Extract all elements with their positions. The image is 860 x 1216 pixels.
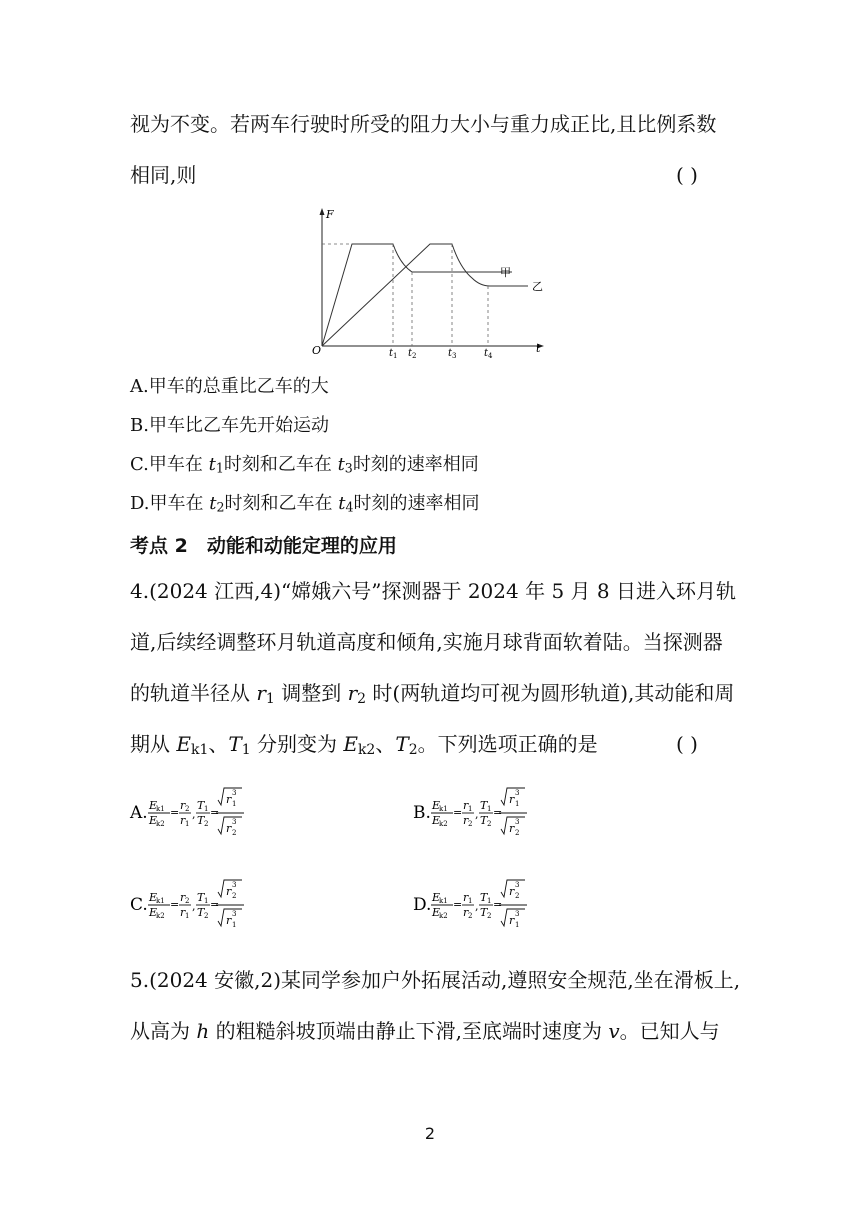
equals-sign: = (210, 898, 220, 911)
root-numerator-sub: 2 (515, 892, 520, 900)
ek-numerator: E (432, 891, 441, 904)
r-numerator: r (180, 891, 186, 904)
ek-numerator-sub: k1 (439, 897, 448, 905)
t-numerator-sub: 1 (487, 805, 492, 813)
r-numerator-sub: 1 (468, 897, 473, 905)
tick-t1: $t_1$ (389, 348, 398, 360)
t-numerator-sub: 1 (204, 805, 209, 813)
ek-denominator-sub: k2 (156, 912, 165, 920)
root-denominator-exp: 3 (232, 818, 237, 826)
section-heading: 考点 2 动能和动能定理的应用 (130, 535, 397, 557)
equals-sign: = (493, 898, 503, 911)
r-denominator: r (180, 814, 186, 827)
comma: , (192, 900, 196, 913)
t-denominator: T (480, 814, 488, 827)
t-denominator-sub: 2 (204, 912, 209, 920)
root-denominator-sub: 1 (515, 921, 520, 929)
series-yi-label: 乙 (532, 280, 543, 293)
root-denominator: r (509, 822, 515, 835)
t-numerator-sub: 1 (487, 897, 492, 905)
root-numerator-exp: 3 (515, 881, 520, 889)
x-axis-label: t (536, 342, 541, 355)
t-denominator: T (197, 814, 205, 827)
root-denominator-sub: 2 (515, 829, 520, 837)
ek-denominator: E (432, 906, 441, 919)
root-numerator-sub: 1 (515, 800, 520, 808)
root-numerator: r (509, 793, 515, 806)
q4-text-line-1: 4.(2024 江西,4)“嫦娥六号”探测器于 2024 年 5 月 8 日进入环月轨 (130, 579, 736, 603)
root-numerator: r (226, 793, 232, 806)
q5-text-line-1: 5.(2024 安徽,2)某同学参加户外拓展活动,遵照安全规范,坐在滑板上, (130, 968, 741, 992)
r-numerator-sub: 2 (185, 897, 190, 905)
t-denominator-sub: 2 (487, 820, 492, 828)
r-denominator: r (180, 906, 186, 919)
equals-sign: = (493, 806, 503, 819)
root-numerator-exp: 3 (515, 789, 520, 797)
root-numerator-sub: 2 (232, 892, 237, 900)
q3-text-line-1: 视为不变。若两车行驶时所受的阻力大小与重力成正比,且比例系数 (130, 112, 717, 136)
r-numerator-sub: 2 (185, 805, 190, 813)
option-label: A. (130, 803, 148, 823)
q3-option-b[interactable]: B.甲车比乙车先开始运动 (130, 415, 329, 436)
q4-option-d[interactable] (413, 868, 563, 938)
t-denominator-sub: 2 (487, 912, 492, 920)
t-numerator: T (480, 891, 488, 904)
r-numerator: r (463, 891, 469, 904)
series-jia-label: 甲 (500, 266, 511, 279)
r-denominator: r (463, 906, 469, 919)
ek-denominator: E (432, 814, 441, 827)
t-denominator-sub: 2 (204, 820, 209, 828)
root-denominator-sub: 1 (232, 921, 237, 929)
q4-option-a[interactable] (130, 776, 280, 846)
comma: , (475, 808, 479, 821)
tick-t3: $t_3$ (448, 348, 457, 360)
root-numerator: r (226, 885, 232, 898)
series-yi-curve (322, 244, 528, 346)
ek-denominator-sub: k2 (439, 912, 448, 920)
r-denominator-sub: 1 (185, 912, 190, 920)
comma: , (475, 900, 479, 913)
r-denominator-sub: 2 (468, 820, 473, 828)
t-numerator: T (197, 891, 205, 904)
q4-text-line-4: 期从 Ek1、T1 分别变为 Ek2、T2。下列选项正确的是 (130, 732, 598, 758)
tick-t2: $t_2$ (408, 348, 417, 360)
t-denominator: T (197, 906, 205, 919)
y-axis-arrow (320, 208, 325, 215)
root-numerator-exp: 3 (232, 881, 237, 889)
y-axis-label: F (326, 208, 334, 221)
ek-denominator: E (149, 814, 158, 827)
tick-t4: $t_4$ (484, 348, 493, 360)
series-jia-curve (322, 244, 512, 346)
ek-numerator-sub: k1 (439, 805, 448, 813)
page-number: 2 (424, 1124, 436, 1143)
option-label: C. (130, 895, 148, 915)
force-time-graph (300, 200, 560, 360)
comma: , (192, 808, 196, 821)
option-label: D. (413, 895, 432, 915)
ek-numerator: E (149, 891, 158, 904)
r-denominator-sub: 1 (185, 820, 190, 828)
q4-text-line-2: 道,后续经调整环月轨道高度和倾角,实施月球背面软着陆。当探测器 (130, 630, 723, 654)
ek-denominator-sub: k2 (439, 820, 448, 828)
t-numerator: T (197, 799, 205, 812)
q3-option-c[interactable]: C.甲车在 $t_1$时刻和乙车在 $t_3$时刻的速率相同 (130, 454, 479, 476)
root-numerator-sub: 1 (232, 800, 237, 808)
q3-option-d[interactable]: D.甲车在 $t_2$时刻和乙车在 $t_4$时刻的速率相同 (130, 493, 480, 515)
root-denominator: r (509, 914, 515, 927)
t-numerator: T (480, 799, 488, 812)
origin-label: O (312, 344, 322, 357)
ek-numerator-sub: k1 (156, 805, 165, 813)
root-numerator-exp: 3 (232, 789, 237, 797)
root-numerator: r (509, 885, 515, 898)
t-numerator-sub: 1 (204, 897, 209, 905)
root-denominator: r (226, 914, 232, 927)
q3-answer-bracket: ( ) (676, 163, 698, 187)
ek-numerator: E (149, 799, 158, 812)
q4-text-line-3: 的轨道半径从 r1 调整到 r2 时(两轨道均可视为圆形轨道),其动能和周 (130, 681, 735, 707)
q4-option-c[interactable] (130, 868, 280, 938)
r-denominator: r (463, 814, 469, 827)
option-label: B. (413, 803, 431, 823)
root-denominator-exp: 3 (232, 910, 237, 918)
q5-text-line-2: 从高为 h 的粗糙斜坡顶端由静止下滑,至底端时速度为 v。已知人与 (130, 1019, 720, 1043)
equals-sign: = (453, 806, 463, 819)
r-numerator-sub: 1 (468, 805, 473, 813)
root-denominator-sub: 2 (232, 829, 237, 837)
root-denominator: r (226, 822, 232, 835)
equals-sign: = (453, 898, 463, 911)
root-denominator-exp: 3 (515, 818, 520, 826)
r-denominator-sub: 2 (468, 912, 473, 920)
q4-answer-bracket: ( ) (676, 732, 698, 756)
t-denominator: T (480, 906, 488, 919)
root-denominator-exp: 3 (515, 910, 520, 918)
ek-numerator: E (432, 799, 441, 812)
equals-sign: = (170, 898, 180, 911)
q4-option-b[interactable] (413, 776, 563, 846)
ek-denominator-sub: k2 (156, 820, 165, 828)
r-numerator: r (463, 799, 469, 812)
q3-option-a[interactable]: A.甲车的总重比乙车的大 (130, 376, 329, 397)
equals-sign: = (210, 806, 220, 819)
ek-denominator: E (149, 906, 158, 919)
q3-text-line-2: 相同,则 (130, 163, 197, 187)
equals-sign: = (170, 806, 180, 819)
ek-numerator-sub: k1 (156, 897, 165, 905)
r-numerator: r (180, 799, 186, 812)
